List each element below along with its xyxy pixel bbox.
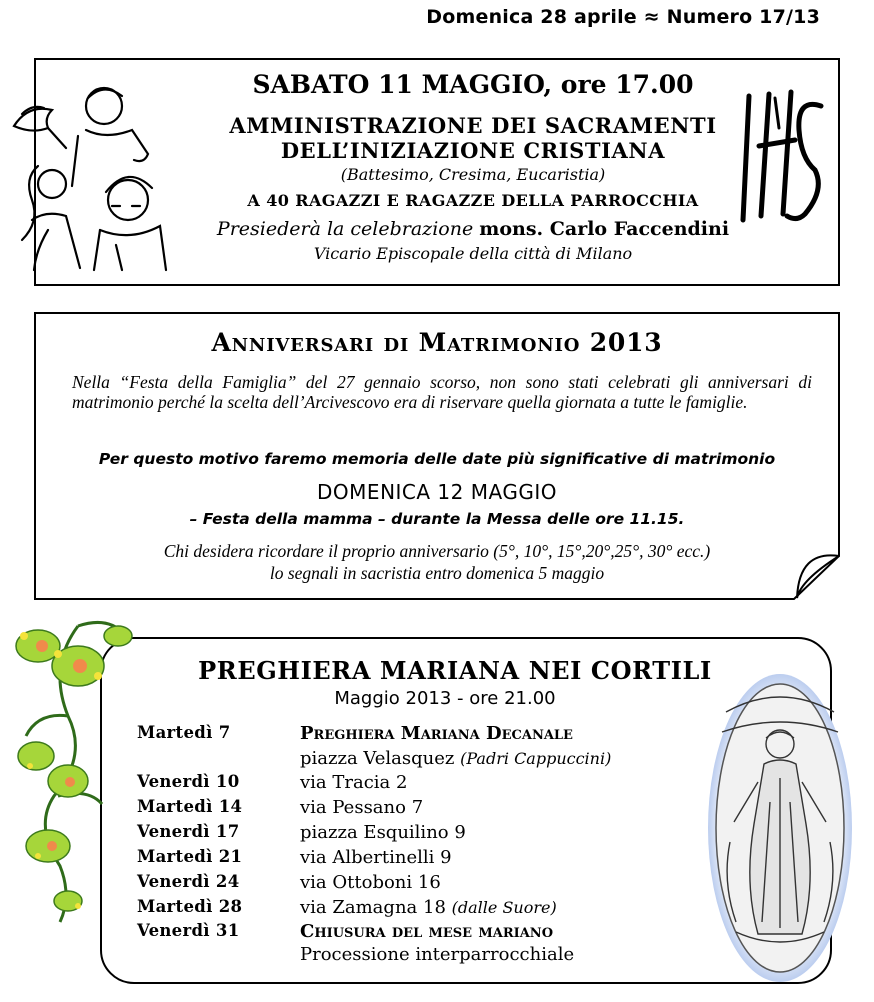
preghiera-title: PREGHIERA MARIANA NEI CORTILI [198, 656, 712, 685]
schedule-day: Venerdì 17 [137, 822, 240, 841]
schedule-place [300, 897, 557, 918]
sacramenti-line3: A 40 RAGAZZI E RAGAZZE DELLA PARROCCHIA [247, 191, 699, 210]
schedule-day: Venerdì 24 [137, 872, 240, 891]
ihs-monogram-icon [735, 88, 830, 228]
issue-header: Domenica 28 aprile ≈ Numero 17/13 [426, 6, 820, 28]
anniversari-closing2: lo segnali in sacristia entro domenica 5 maggio [269, 563, 605, 583]
madonna-image [706, 672, 854, 984]
schedule-place-text: via Zamagna 18 [300, 897, 446, 918]
schedule-place: via Ottoboni 16 [300, 872, 441, 893]
schedule-place: piazza Esquilino 9 [300, 822, 466, 843]
anniversari-motivo: Per questo motivo faremo memoria delle date più significative di matrimonio [98, 450, 776, 468]
anniversari-title: Anniversari di Matrimonio 2013 [211, 328, 663, 357]
schedule-day: Martedì 14 [137, 797, 243, 816]
schedule-place [300, 748, 611, 769]
floral-vine-icon [8, 606, 148, 924]
schedule-place: via Tracia 2 [300, 772, 408, 793]
sacramenti-line1: AMMINISTRAZIONE DEI SACRAMENTI [229, 113, 717, 138]
preghiera-subtitle: Maggio 2013 - ore 21.00 [334, 688, 556, 709]
presider-prefix: Presiederà la celebrazione [216, 218, 474, 240]
schedule-place: via Albertinelli 9 [300, 847, 452, 868]
schedule-place: Chiusura del mese mariano [300, 921, 554, 942]
schedule-place: Preghiera Mariana Decanale [300, 723, 573, 744]
anniversari-paragraph: Nella “Festa della Famiglia” del 27 gennaio scorso, non sono stati celebrati gli anniversari di matrimonio perché la scelta dell’Arcivescovo era di riservare quella giornata a tutte le famiglie. [72, 372, 812, 412]
presider-name: mons. Carlo Faccendini [479, 218, 730, 240]
schedule-day: Venerdì 10 [137, 772, 240, 791]
presider-role: Vicario Episcopale della città di Milano [313, 244, 633, 263]
schedule-day: Martedì 28 [137, 897, 243, 916]
sacramenti-subtitle: (Battesimo, Cresima, Eucaristia) [340, 165, 606, 184]
sacramenti-title: SABATO 11 MAGGIO, ore 17.00 [252, 70, 694, 99]
schedule-day: Martedì 7 [137, 723, 231, 742]
sacramenti-line2: DELL’INIZIAZIONE CRISTIANA [280, 138, 666, 163]
schedule-day: Venerdì 31 [137, 921, 240, 940]
schedule-note: (Padri Cappuccini) [460, 749, 612, 768]
schedule-place2: Processione interparrocchiale [300, 944, 575, 965]
anniversari-festa: – Festa della mamma – durante la Messa delle ore 11.15. [189, 510, 685, 528]
schedule-day: Martedì 21 [137, 847, 243, 866]
schedule-note: (dalle Suore) [451, 898, 557, 917]
schedule-place2: piazza Velasquez [300, 748, 455, 769]
anniversari-date: DOMENICA 12 MAGGIO [317, 480, 557, 504]
schedule-place: via Pessano 7 [300, 797, 424, 818]
anniversari-closing1: Chi desidera ricordare il proprio anniversario (5°, 10°, 15°,20°,25°, 30° ecc.) [163, 541, 711, 561]
